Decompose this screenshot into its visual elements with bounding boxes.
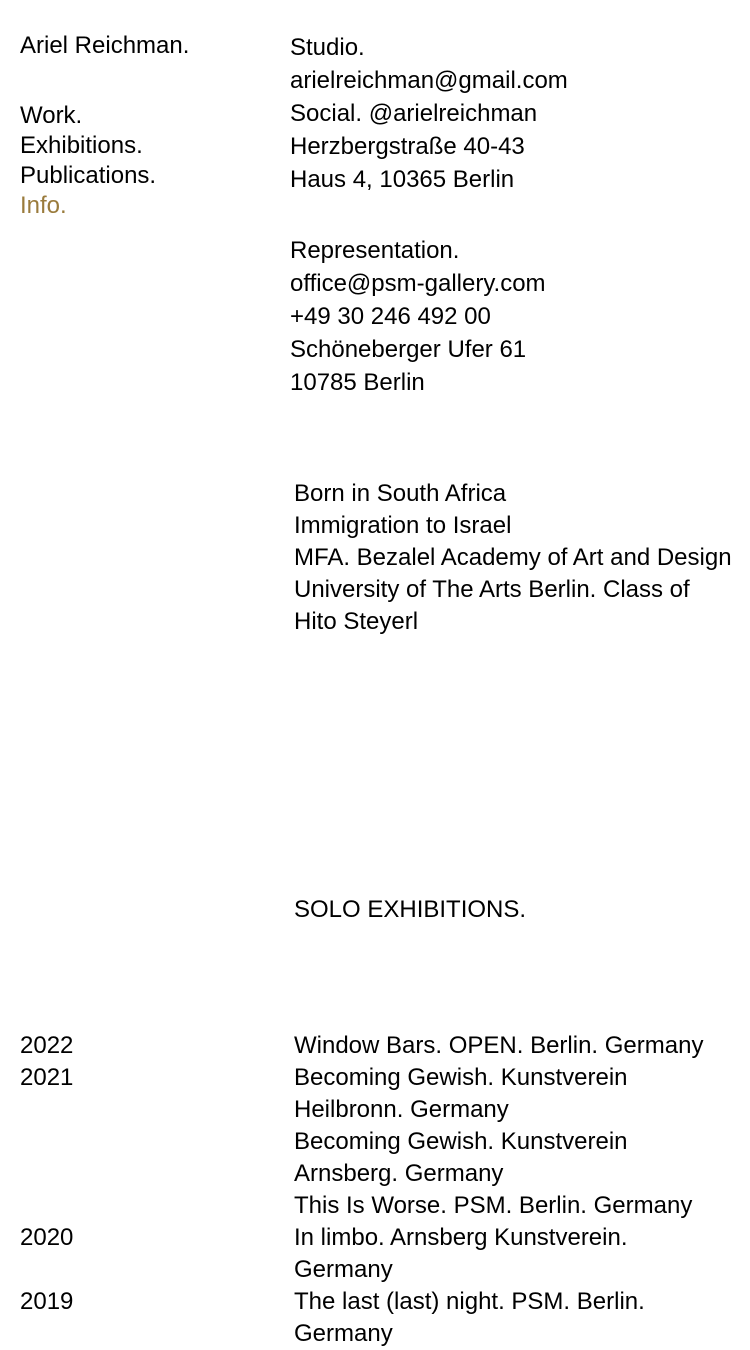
year-entries bbox=[294, 1062, 730, 1222]
nav-item-work[interactable]: Work. bbox=[20, 102, 83, 129]
year-group bbox=[20, 1030, 730, 1062]
year-label: 2022 bbox=[20, 1032, 74, 1059]
representation-label: Representation. bbox=[290, 237, 460, 264]
solo-exhibitions-heading: SOLO EXHIBITIONS. bbox=[294, 896, 527, 923]
studio-address-line-1: Herzbergstraße 40-43 bbox=[290, 133, 525, 160]
exhibition-entry[interactable]: Becoming Gewish. Kunstverein Heilbronn. Germany bbox=[294, 1064, 628, 1123]
studio-address-line-2: Haus 4, 10365 Berlin bbox=[290, 166, 515, 193]
bio-block bbox=[294, 478, 734, 638]
main-nav bbox=[20, 101, 156, 221]
bio-line: University of The Arts Berlin. Class of Hito Steyerl bbox=[294, 576, 690, 635]
exhibition-entry[interactable]: This Is Worse. PSM. Berlin. Germany bbox=[294, 1192, 693, 1219]
representation-address-line-2: 10785 Berlin bbox=[290, 369, 425, 396]
site-title[interactable]: Ariel Reichman. bbox=[20, 32, 190, 59]
year-group bbox=[20, 1286, 730, 1350]
representation-email-link[interactable]: office@psm-gallery.com bbox=[290, 270, 546, 297]
nav-item-info[interactable]: Info. bbox=[20, 192, 67, 219]
representation-phone[interactable]: +49 30 246 492 00 bbox=[290, 303, 491, 330]
social-link[interactable]: Social. @arielreichman bbox=[290, 100, 538, 127]
bio-line: MFA. Bezalel Academy of Art and Design bbox=[294, 544, 732, 571]
exhibition-entry[interactable]: Window Bars. OPEN. Berlin. Germany bbox=[294, 1032, 704, 1059]
nav-item-publications[interactable]: Publications. bbox=[20, 162, 157, 189]
year-group bbox=[20, 1222, 730, 1286]
exhibition-entry[interactable]: The last (last) night. PSM. Berlin. Germany bbox=[294, 1288, 645, 1347]
year-group bbox=[20, 1062, 730, 1222]
solo-exhibitions-list bbox=[20, 1030, 730, 1350]
bio-line: Born in South Africa bbox=[294, 480, 507, 507]
year-entries bbox=[294, 1030, 730, 1062]
exhibition-entry[interactable]: In limbo. Arnsberg Kunstverein. Germany bbox=[294, 1224, 628, 1283]
representation-address-line-1: Schöneberger Ufer 61 bbox=[290, 336, 527, 363]
contact-block bbox=[290, 31, 730, 399]
studio-label: Studio. bbox=[290, 34, 365, 61]
studio-email-link[interactable]: arielreichman@gmail.com bbox=[290, 67, 568, 94]
exhibition-entry[interactable]: Becoming Gewish. Kunstverein Arnsberg. Germany bbox=[294, 1128, 628, 1187]
year-entries bbox=[294, 1222, 730, 1286]
year-label: 2021 bbox=[20, 1064, 74, 1091]
nav-item-exhibitions[interactable]: Exhibitions. bbox=[20, 132, 143, 159]
year-label: 2019 bbox=[20, 1288, 74, 1315]
year-entries bbox=[294, 1286, 730, 1350]
year-label: 2020 bbox=[20, 1224, 74, 1251]
spacer bbox=[290, 196, 730, 234]
bio-line: Immigration to Israel bbox=[294, 512, 512, 539]
